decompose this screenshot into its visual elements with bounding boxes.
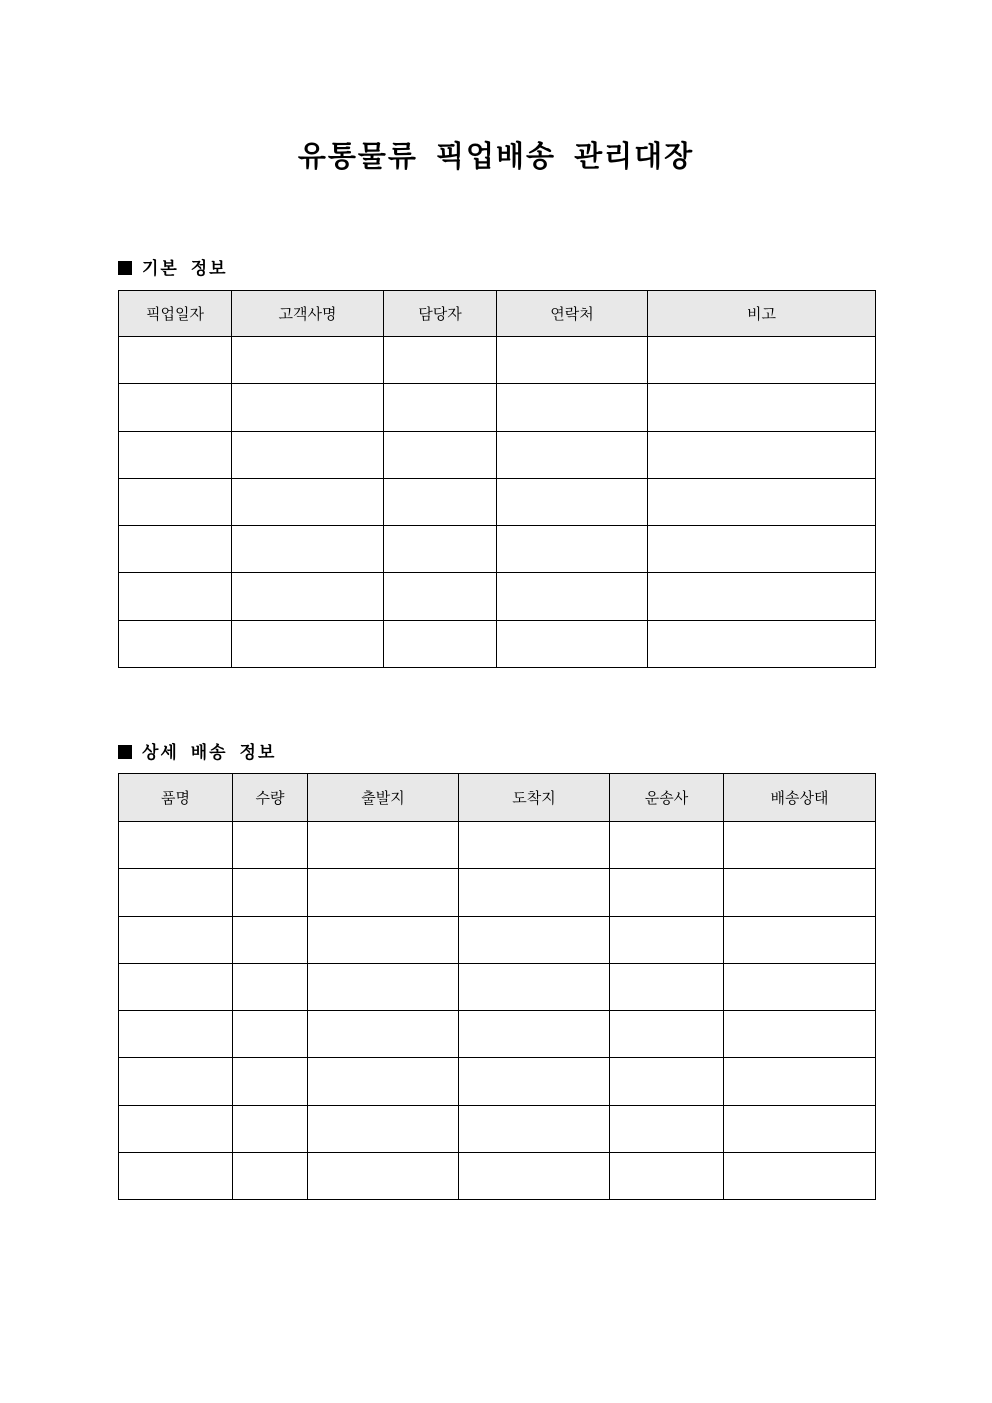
delivery-detail-table bbox=[118, 773, 876, 1200]
table-cell[interactable] bbox=[308, 869, 459, 916]
table-cell[interactable] bbox=[459, 1152, 610, 1199]
square-bullet-icon bbox=[118, 745, 132, 759]
column-header: 품명 bbox=[119, 774, 233, 822]
table-cell[interactable] bbox=[610, 1152, 724, 1199]
table-cell[interactable] bbox=[384, 431, 497, 478]
table-cell[interactable] bbox=[610, 869, 724, 916]
table-cell[interactable] bbox=[232, 620, 384, 667]
table-cell[interactable] bbox=[610, 963, 724, 1010]
table-cell[interactable] bbox=[119, 1152, 233, 1199]
table-cell[interactable] bbox=[610, 916, 724, 963]
table-cell[interactable] bbox=[459, 1011, 610, 1058]
table-cell[interactable] bbox=[233, 1152, 308, 1199]
table-cell[interactable] bbox=[233, 916, 308, 963]
table-cell[interactable] bbox=[384, 620, 497, 667]
table-cell[interactable] bbox=[119, 1011, 233, 1058]
table-cell[interactable] bbox=[459, 916, 610, 963]
table-cell[interactable] bbox=[610, 1011, 724, 1058]
table-cell[interactable] bbox=[308, 916, 459, 963]
table-cell[interactable] bbox=[724, 916, 876, 963]
table-cell[interactable] bbox=[497, 431, 648, 478]
table-cell[interactable] bbox=[119, 869, 233, 916]
table-cell[interactable] bbox=[233, 1011, 308, 1058]
table-cell[interactable] bbox=[724, 1152, 876, 1199]
table-cell[interactable] bbox=[497, 478, 648, 525]
table-cell[interactable] bbox=[648, 337, 876, 384]
section-heading-text: 상세 배송 정보 bbox=[142, 743, 277, 763]
table-cell[interactable] bbox=[119, 1105, 233, 1152]
section-basic-info-heading bbox=[118, 254, 228, 279]
table-cell[interactable] bbox=[308, 822, 459, 869]
table-header-row bbox=[119, 774, 876, 822]
table-cell[interactable] bbox=[308, 1058, 459, 1105]
table-cell[interactable] bbox=[497, 620, 648, 667]
table-cell[interactable] bbox=[119, 384, 232, 431]
table-row bbox=[119, 869, 876, 916]
table-cell[interactable] bbox=[648, 384, 876, 431]
table-cell[interactable] bbox=[384, 573, 497, 620]
table-row bbox=[119, 337, 876, 384]
table-cell[interactable] bbox=[648, 431, 876, 478]
table-cell[interactable] bbox=[459, 869, 610, 916]
table-cell[interactable] bbox=[384, 384, 497, 431]
table-row bbox=[119, 1105, 876, 1152]
table-cell[interactable] bbox=[233, 1058, 308, 1105]
table-row bbox=[119, 431, 876, 478]
table-row bbox=[119, 963, 876, 1010]
table-cell[interactable] bbox=[459, 963, 610, 1010]
table-cell[interactable] bbox=[459, 1058, 610, 1105]
table-cell[interactable] bbox=[648, 573, 876, 620]
table-cell[interactable] bbox=[308, 1152, 459, 1199]
table-cell[interactable] bbox=[610, 1105, 724, 1152]
table-cell[interactable] bbox=[384, 526, 497, 573]
table-cell[interactable] bbox=[119, 963, 233, 1010]
column-header: 도착지 bbox=[459, 774, 610, 822]
column-header: 연락처 bbox=[497, 291, 648, 337]
column-header: 픽업일자 bbox=[119, 291, 232, 337]
table-cell[interactable] bbox=[648, 620, 876, 667]
table-cell[interactable] bbox=[384, 337, 497, 384]
table-row bbox=[119, 620, 876, 667]
table-cell[interactable] bbox=[724, 963, 876, 1010]
table-cell[interactable] bbox=[459, 822, 610, 869]
table-cell[interactable] bbox=[119, 916, 233, 963]
table-cell[interactable] bbox=[119, 1058, 233, 1105]
table-header-row bbox=[119, 291, 876, 337]
basic-info-table bbox=[118, 290, 876, 668]
table-cell[interactable] bbox=[119, 526, 232, 573]
table-cell[interactable] bbox=[232, 573, 384, 620]
table-cell[interactable] bbox=[610, 822, 724, 869]
document-title: 유통물류 픽업배송 관리대장 bbox=[297, 139, 695, 173]
table-row bbox=[119, 1011, 876, 1058]
table-row bbox=[119, 1058, 876, 1105]
table-cell[interactable] bbox=[119, 337, 232, 384]
table-cell[interactable] bbox=[232, 478, 384, 525]
column-header: 담당자 bbox=[384, 291, 497, 337]
table-cell[interactable] bbox=[232, 384, 384, 431]
column-header: 출발지 bbox=[308, 774, 459, 822]
table-row bbox=[119, 916, 876, 963]
table-cell[interactable] bbox=[232, 337, 384, 384]
table-cell[interactable] bbox=[119, 573, 232, 620]
table-cell[interactable] bbox=[497, 337, 648, 384]
table-cell[interactable] bbox=[724, 1105, 876, 1152]
table-cell[interactable] bbox=[724, 1058, 876, 1105]
section-delivery-detail-heading bbox=[118, 738, 276, 763]
table-row bbox=[119, 478, 876, 525]
table-cell[interactable] bbox=[724, 1011, 876, 1058]
section-heading-text: 기본 정보 bbox=[142, 259, 228, 279]
table-cell[interactable] bbox=[233, 963, 308, 1010]
table-cell[interactable] bbox=[308, 1105, 459, 1152]
column-header: 수량 bbox=[233, 774, 308, 822]
square-bullet-icon bbox=[118, 261, 132, 275]
table-row bbox=[119, 526, 876, 573]
table-cell[interactable] bbox=[459, 1105, 610, 1152]
column-header: 운송사 bbox=[610, 774, 724, 822]
table-cell[interactable] bbox=[308, 963, 459, 1010]
column-header: 비고 bbox=[648, 291, 876, 337]
table-row bbox=[119, 384, 876, 431]
table-cell[interactable] bbox=[724, 869, 876, 916]
table-cell[interactable] bbox=[233, 869, 308, 916]
table-cell[interactable] bbox=[648, 478, 876, 525]
table-cell[interactable] bbox=[119, 431, 232, 478]
table-cell[interactable] bbox=[119, 822, 233, 869]
column-header: 배송상태 bbox=[724, 774, 876, 822]
table-cell[interactable] bbox=[610, 1058, 724, 1105]
table-cell[interactable] bbox=[384, 478, 497, 525]
table-row bbox=[119, 822, 876, 869]
table-cell[interactable] bbox=[232, 526, 384, 573]
column-header: 고객사명 bbox=[232, 291, 384, 337]
table-cell[interactable] bbox=[119, 620, 232, 667]
table-cell[interactable] bbox=[119, 478, 232, 525]
table-row bbox=[119, 1152, 876, 1199]
table-cell[interactable] bbox=[308, 1011, 459, 1058]
table-row bbox=[119, 573, 876, 620]
table-cell[interactable] bbox=[232, 431, 384, 478]
table-cell[interactable] bbox=[233, 822, 308, 869]
table-cell[interactable] bbox=[648, 526, 876, 573]
table-cell[interactable] bbox=[497, 526, 648, 573]
table-cell[interactable] bbox=[497, 384, 648, 431]
table-cell[interactable] bbox=[497, 573, 648, 620]
table-cell[interactable] bbox=[233, 1105, 308, 1152]
table-cell[interactable] bbox=[724, 822, 876, 869]
